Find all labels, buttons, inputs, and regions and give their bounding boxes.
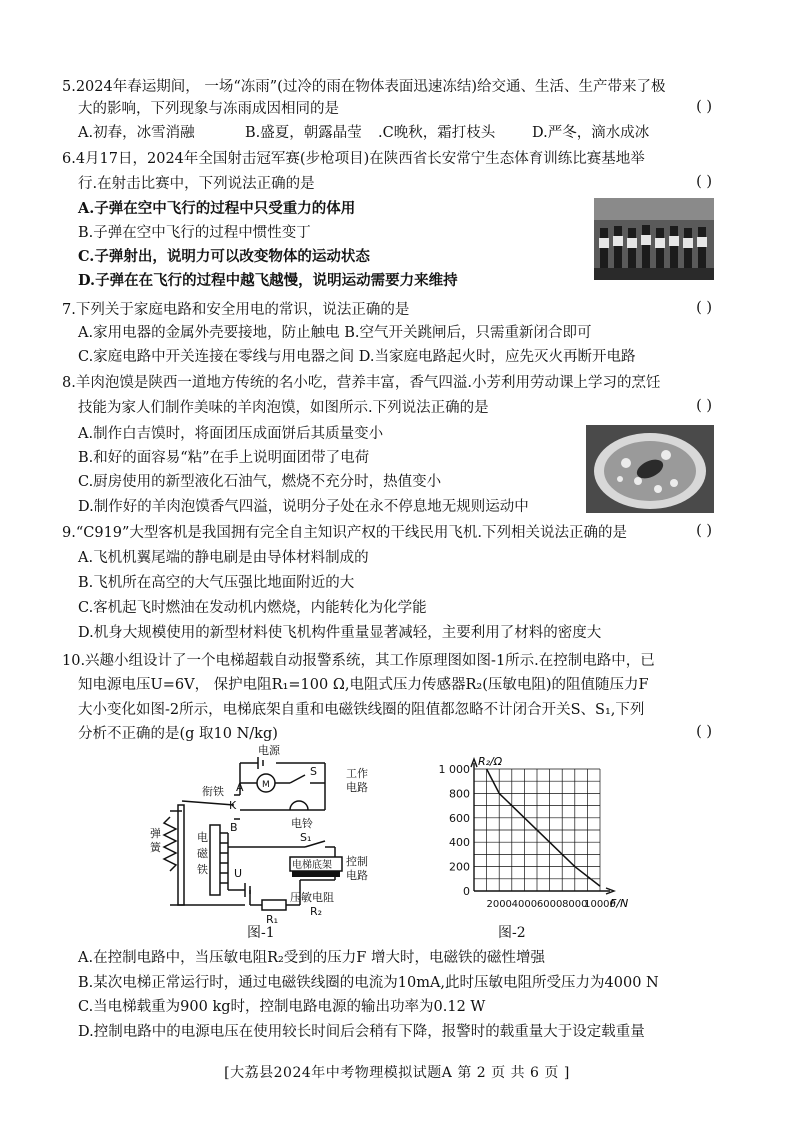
q8-option-b: B.和好的面容易“粘”在手上说明面团带了电荷 bbox=[78, 450, 370, 466]
page-footer: [大荔县2024年中考物理模拟试题A 第 2 页 共 6 页 ] bbox=[224, 1065, 570, 1081]
q8-option-c: C.厨房使用的新型液化石油气，燃烧不充分时，热值变小 bbox=[78, 474, 442, 490]
x-tick-label: 8000 bbox=[562, 899, 588, 910]
q7-options-ab: A.家用电器的金属外壳要接地，防止触电 B.空气开关跳闸后，只需重新闭合即可 bbox=[78, 325, 592, 341]
q5-answer-paren: ( ) bbox=[696, 99, 712, 115]
figure-2-caption: 图-2 bbox=[498, 925, 526, 941]
q7-stem-line1: 7.下列关于家庭电路和安全用电的常识，说法正确的是 bbox=[62, 302, 410, 318]
q8-option-a: A.制作白吉馍时，将面团压成面饼后其质量变小 bbox=[78, 426, 384, 442]
varistor-label: 压敏电阻 bbox=[290, 891, 334, 904]
q8-option-d: D.制作好的羊肉泡馍香气四溢，说明分子处在永不停息地无规则运动中 bbox=[78, 499, 529, 515]
q6-option-a: A.子弹在空中飞行的过程中只受重力的体用 bbox=[78, 200, 356, 217]
q9-stem-line1: 9.“C919”大型客机是我国拥有完全自主知识产权的干线民用飞机.下列相关说法正确的是 bbox=[62, 525, 628, 541]
resistor-r1-label: R₁ bbox=[266, 913, 279, 926]
bell-label: 电铃 bbox=[291, 817, 313, 830]
q8-stem-line1: 8.羊肉泡馍是陕西一道地方传统的名小吃，营养丰富，香气四溢.小芳利用劳动课上学习的烹饪 bbox=[62, 375, 661, 391]
q10-stem-line2: 知电源电压U=6V， 保护电阻R₁=100 Ω,电阻式压力传感器R₂(压敏电阻)的阻值随压力F bbox=[78, 677, 649, 693]
q9-option-b: B.飞机所在高空的大气压强比地面附近的大 bbox=[78, 575, 355, 591]
q6-stem-line2: 行.在射击比赛中，下列说法正确的是 bbox=[78, 176, 315, 192]
q6-option-d: D.子弹在在飞行的过程中越飞越慢，说明运动需要力来维持 bbox=[78, 272, 458, 289]
q9-option-a: A.飞机机翼尾端的静电刷是由导体材料制成的 bbox=[78, 550, 369, 566]
x-axis-label: F/N bbox=[610, 897, 629, 910]
q6-answer-paren: ( ) bbox=[696, 174, 712, 190]
q5-option-b: B.盛夏，朝露晶莹 bbox=[245, 125, 362, 141]
y-tick-label: 400 bbox=[449, 836, 470, 850]
control-circuit-label-2: 电路 bbox=[346, 869, 368, 882]
contact-b-label: B bbox=[230, 821, 238, 834]
y-tick-label: 0 bbox=[463, 885, 470, 898]
q10-option-c: C.当电梯载重为900 kg时，控制电路电源的输出功率为0.12 W bbox=[78, 999, 486, 1015]
q10-stem-line3: 大小变化如图-2所示，电梯底架自重和电磁铁线圈的阻值都忽略不计闭合开关S、S₁,下列 bbox=[78, 702, 645, 718]
control-circuit-label-1: 控制 bbox=[346, 855, 368, 868]
q8-stem-line2: 技能为家人们制作美味的羊肉泡馍，如图所示.下列说法正确的是 bbox=[78, 400, 489, 416]
q10-answer-paren: ( ) bbox=[696, 724, 712, 740]
q9-option-d: D.机身大规模使用的新型材料使飞机构件重量显著减轻，主要利用了材料的密度大 bbox=[78, 625, 602, 641]
y-tick-label: 1 000 bbox=[438, 763, 470, 776]
x-tick-label: 2000 bbox=[486, 899, 512, 910]
q7-answer-paren: ( ) bbox=[696, 300, 712, 316]
q10-option-d: D.控制电路中的电源电压在使用较长时间后会稍有下降，报警时的载重量大于设定载重量 bbox=[78, 1024, 645, 1040]
y-tick-label: 800 bbox=[449, 787, 470, 801]
switch-s1-label: S₁ bbox=[300, 831, 312, 844]
q6-stem-line1: 6.4月17日，2024年全国射击冠军赛(步枪项目)在陕西省长安常宁生态体育训练比赛基地举 bbox=[62, 151, 645, 167]
q5-option-a: A.初春，冰雪消融 bbox=[78, 125, 195, 141]
voltage-u-label: U bbox=[234, 867, 243, 880]
resistor-r2-label: R₂ bbox=[310, 905, 323, 918]
work-circuit-label-2: 电路 bbox=[346, 781, 368, 794]
magnet-label-3: 铁 bbox=[197, 863, 208, 876]
q6-option-b: B.子弹在空中飞行的过程中惯性变丁 bbox=[78, 225, 311, 241]
y-axis-label: R₂/Ω bbox=[478, 755, 503, 768]
figure-1-circuit bbox=[150, 744, 390, 935]
mutton-soup-photo bbox=[586, 425, 714, 513]
x-tick-label: 6000 bbox=[536, 899, 563, 910]
spring-label-1: 弹 bbox=[150, 827, 161, 840]
q7-options-cd: C.家庭电路中开关连接在零线与用电器之间 D.当家庭电路起火时，应先灭火再断开电路 bbox=[78, 349, 636, 365]
y-tick-label: 600 bbox=[449, 811, 470, 825]
q5-option-d: D.严冬，滴水成冰 bbox=[532, 125, 650, 141]
magnet-label-1: 电 bbox=[197, 831, 208, 844]
figure-1-caption: 图-1 bbox=[247, 925, 275, 941]
work-circuit-label-1: 工作 bbox=[346, 767, 368, 780]
motor-label: M bbox=[262, 780, 270, 790]
figure-2-chart bbox=[432, 755, 632, 925]
switch-s-label: S bbox=[310, 765, 317, 778]
q6-option-c: C.子弹射出，说明力可以改变物体的运动状态 bbox=[78, 248, 370, 265]
x-tick-label: 10000 bbox=[584, 899, 616, 910]
q10-stem-line1: 10.兴趣小组设计了一个电梯超载自动报警系统，其工作原理图如图-1所示.在控制电路中，已 bbox=[62, 653, 655, 669]
q5-stem-line2: 大的影响，下列现象与冻雨成因相同的是 bbox=[78, 101, 339, 117]
spring-label-2: 簧 bbox=[150, 841, 161, 854]
q5-stem-line1: 5.2024年春运期间， 一场“冻雨”(过冷的雨在物体表面迅速冻结)给交通、生活、生产带来了极 bbox=[62, 79, 666, 95]
power-label: 电源 bbox=[258, 744, 280, 757]
y-tick-label: 200 bbox=[449, 860, 470, 874]
contact-a-label: A bbox=[236, 781, 244, 794]
armature-label: 衔铁 bbox=[202, 785, 224, 798]
q10-stem-line4: 分析不正确的是(g 取10 N/kg) bbox=[78, 726, 278, 742]
q9-option-c: C.客机起飞时燃油在发动机内燃烧，内能转化为化学能 bbox=[78, 600, 427, 616]
q9-answer-paren: ( ) bbox=[696, 523, 712, 539]
contact-k-label: K bbox=[229, 799, 237, 812]
shooting-photo bbox=[594, 198, 714, 280]
elevator-frame-label: 电梯底架 bbox=[292, 860, 332, 871]
r2-curve bbox=[487, 769, 600, 886]
q10-option-b: B.某次电梯正常运行时，通过电磁铁线圈的电流为10mA,此时压敏电阻所受压力为4000 N bbox=[78, 975, 659, 991]
x-tick-label: 4000 bbox=[511, 899, 538, 910]
q5-option-c: .C晚秋，霜打枝头 bbox=[378, 125, 496, 141]
magnet-label-2: 磁 bbox=[197, 847, 208, 860]
q10-option-a: A.在控制电路中，当压敏电阻R₂受到的压力F 增大时，电磁铁的磁性增强 bbox=[78, 950, 545, 966]
q8-answer-paren: ( ) bbox=[696, 398, 712, 414]
